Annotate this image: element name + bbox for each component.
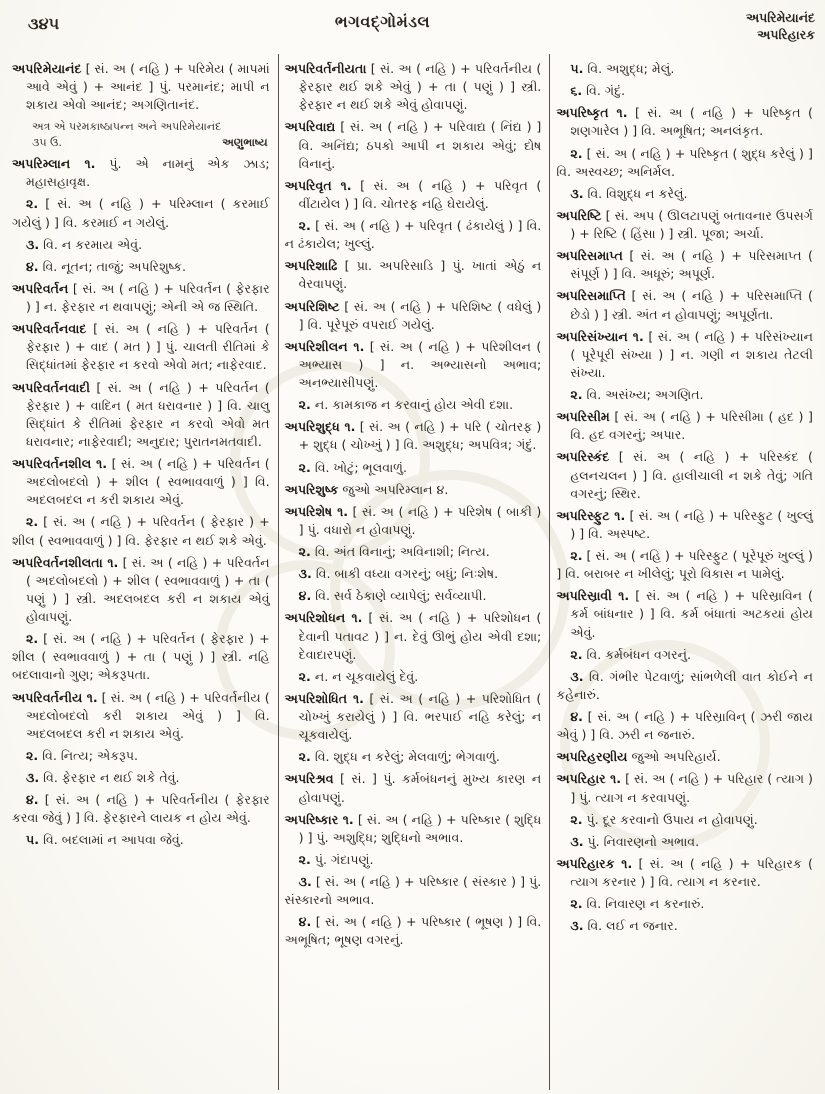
sense-number: ૨.: [570, 387, 583, 402]
dictionary-entry: અપરિવાદ્ય [ સં. અ ( નહિ ) + પરિવાદ્ય ( નિંદ્ય ) ] વિ. અનિંદ્ય; ઠપકો આપી ન શકાય એવું; દોષ વિનાનું.: [284, 119, 542, 171]
headword: અપરિસંખ્યાન ૧.: [556, 328, 644, 344]
sense-number: ૫.: [570, 61, 584, 76]
sense-line: ૨. વિ. અંત વિનાનું; અવિનાશી; નિત્ય.: [298, 544, 490, 559]
headword: અપરિશાઢિ: [284, 258, 338, 274]
dictionary-entry: અપરિસંખ્યાન ૧. [ સં. અ ( નહિ ) + પરિસંખ્યાન ( પૂરેપૂરી સંખ્યા ) ] ન. ગણી ન શકાય તેટલી સંખ્યા.: [556, 328, 813, 380]
sense-line: ૫. વિ. બદલામાં ન આપવા જેવું.: [26, 832, 184, 848]
headword: અપરિવર્તનશીલ ૧.: [12, 456, 108, 472]
headword: અપરિષ્ટિ: [556, 207, 602, 223]
headword: અપરિવર્તનીયતા: [284, 61, 367, 76]
dictionary-entry: અપરિશોધન ૧. [ સં. અ ( નહિ ) + પરિશોધન ( દેવાની પતાવટ ) ] ન. દેવું ઊભું હોય એવી દશા; દેવાદારપણું.: [284, 610, 542, 662]
headword: અપરિસ્કંદ: [556, 449, 610, 465]
citation-text: અત્ર એ પરમકાષ્ઠાપન્ન અને અપરિમેયાનંદ: [32, 120, 222, 134]
sense-number: ૨.: [298, 668, 311, 684]
dictionary-entry: અપરિશેષ ૧. [ સં. અ ( નહિ ) + પરિશેષ ( બાકી ) ] પું. વધારો ન હોવાપણું.: [284, 503, 542, 537]
sense-line: ૩. પું. નિવારણનો અભાવ.: [570, 833, 700, 849]
headword: અપરિવર્તન: [12, 280, 69, 296]
headword: અપરિશિષ્ટ: [284, 298, 340, 314]
sense-line: ૩. વિ. બાકી વધ્યા વગરનું; બધું; નિઃશેષ.: [298, 566, 499, 582]
headword: અપરિમેયાનંદ: [12, 61, 82, 76]
sense-number: ૨.: [26, 196, 39, 212]
sense-number: ૨.: [570, 811, 583, 827]
sense-line: ૨. વિ. ખોટું; ભૂલવાળું.: [298, 459, 407, 475]
dictionary-entry: અપરિશુષ્ક જુઓ અપરિમ્લાન ૪.: [284, 481, 449, 497]
sense-number: ૨.: [298, 459, 311, 475]
page-title: ભગવદ્ગોમંડલ: [334, 12, 431, 31]
sense-number: ૩.: [26, 770, 40, 786]
sense-line: ૨. પું. ગંદાપણું.: [298, 851, 374, 867]
headword: અપરિવર્તનશીલતા ૧.: [12, 554, 119, 570]
headword: અપરિશીલન ૧.: [284, 338, 365, 354]
text-columns: [6, 54, 821, 1090]
dictionary-entry: અપરિસીમ [ સં. અ ( નહિ ) + પરિસીમા ( હદ ) ] વિ. હદ વગરનું; અપાર.: [556, 409, 813, 443]
headword: અપરિવૃત ૧.: [284, 177, 352, 193]
sense-number: ૬.: [570, 83, 583, 99]
headword: અપરિહારક ૧.: [556, 855, 633, 871]
sense-line: ૨. વિ. શુદ્ધ ન કરેલું; મેલવાળું; ભેગવાળું.: [298, 749, 500, 765]
dictionary-entry: અપરિષ્કૃત ૧. [ સં. અ ( નહિ ) + પરિષ્કૃત ( શણગારેલ ) ] વિ. અભૂષિત; અનલંકૃત.: [556, 105, 813, 139]
sense-line: ૨. વિ. નિવારણ ન કરનારું.: [570, 896, 705, 912]
sense-number: ૩.: [298, 874, 312, 889]
headword: અપરિવર્તનવાદી: [12, 379, 90, 395]
sense-line: ૩. વિ. ગંભીર પેટવાળું; સાંભળેલી વાત કોઈને ન કહેનારું.: [556, 668, 813, 702]
headword: અપરિહાર ૧.: [556, 771, 622, 787]
dictionary-entry: અપરિવર્તન [ સં. અ ( નહિ ) + પરિવર્તન ( ફેરફાર ) ] ન. ફેરફાર ન થવાપણું; એની એ જ સ્થિતિ.: [12, 280, 270, 315]
sense-number: ૩.: [570, 918, 584, 934]
headword: અપરિશ્રવ: [284, 771, 334, 787]
page-number: ૩૪૫: [28, 14, 60, 33]
dictionary-entry: અપરિહાર ૧. [ સં. અ ( નહિ ) + પરિહાર ( ત્યાગ ) ] પું. ત્યાગ ન કરવાપણું.: [556, 771, 813, 805]
headword: અપરિશુષ્ક: [284, 481, 339, 497]
sense-line: ૩. વિ. ન કરમાય એવું.: [26, 236, 143, 252]
sense-number: ૨.: [570, 646, 583, 662]
sense-number: ૪.: [26, 258, 39, 274]
headword: અપરિસીમ: [556, 409, 610, 425]
sense-line: ૩. વિ. વિશુદ્ધ ન કરેલું.: [570, 185, 688, 201]
headword: અપરિસ્રાવી ૧.: [556, 588, 630, 604]
guide-words: [746, 10, 815, 44]
dictionary-entry: અપરિહરણીય જુઓ અપરિહાર્ય.: [556, 749, 721, 765]
dictionary-entry: અપરિશોધિત ૧. [ સં. અ ( નહિ ) + પરિશોધિત ( ચોખ્ખું કરાયેલું ) ] વિ. ભરપાઈ નહિ કરેલું; ન ચૂકવાયેલું.: [284, 690, 542, 743]
sense-number: ૪.: [298, 914, 312, 930]
sense-number: ૨.: [570, 548, 583, 563]
sense-number: ૨.: [298, 397, 311, 413]
sense-line: ૨. [ સં. અ ( નહિ ) + પરિમ્લાન ( કરમાઈ ગયેલું ) ] વિ. કરમાઈ ન ગયેલું.: [12, 196, 270, 230]
guide-word-top: અપરિમેયાનંદ: [745, 10, 815, 25]
dictionary-entry: અપરિવર્તનશીલતા ૧. [ સં. અ ( નહિ ) + પરિવર્તન ( અદલોબદલો ) + શીલ ( સ્વભાવવાળું ) + તા ( પણું ) ] સ્ત્રી. અદલબદલ કરી ન શકાય એવું હોવાપણું.: [12, 554, 270, 625]
sense-number: ૪.: [298, 588, 312, 604]
headword: અપરિસ્ફુટ ૧.: [556, 507, 626, 523]
headword: અપરિષ્કાર ૧.: [284, 811, 354, 827]
sense-line: ૩. [ સં. અ ( નહિ ) + પરિષ્કાર ( સંસ્કાર ) ] પું. સંસ્કારનો અભાવ.: [284, 874, 542, 908]
headword: અપરિવાદ્ય: [284, 119, 336, 135]
sense-line: ૨. [ સં. અ ( નહિ ) + પરિષ્કૃત ( શુદ્ધ કરેલું ) ] વિ. અસ્વચ્છ; અનિર્મલ.: [556, 145, 813, 179]
column-2: [278, 54, 550, 1090]
headword: અપરિસમાપ્તિ: [556, 288, 626, 304]
dictionary-entry: અપરિવૃત ૧. [ સં. અ ( નહિ ) + પરિવૃત ( વીંટાયેલ ) ] વિ. ચોતરફ નહિ ઘેરાયેલું.: [284, 177, 542, 211]
headword: અપરિહરણીય: [556, 749, 628, 765]
sense-number: ૩.: [26, 236, 40, 252]
headword: અપરિશોધન ૧.: [284, 610, 363, 626]
dictionary-entry: અપરિવર્તનીય ૧. [ સં. અ ( નહિ ) + પરિવર્તનીય ( અદલોબદલો કરી શકાય એવું ) ] વિ. અદલબદલ કરી ન શકાય એવું.: [12, 689, 270, 741]
sense-number: ૩.: [570, 833, 584, 849]
sense-line: ૨. [ સં. અ ( નહિ ) + પરિસ્ફુટ ( પૂરેપૂરું ખુલ્લું ) ] વિ. બરાબર ન ખીલેલું; પૂરો વિકાસ ન પામેલું.: [556, 548, 813, 582]
sense-number: ૩.: [298, 566, 312, 582]
sense-number: ૪.: [570, 709, 583, 724]
sense-number: ૨.: [570, 896, 583, 912]
column-1: [6, 54, 278, 1090]
sense-line: ૨. [ સં. અ ( નહિ ) + પરિવૃત ( ઢંકાયેલું ) ] વિ. ન ઢંકાયેલ; ખુલ્લું.: [284, 218, 542, 252]
sense-number: ૨.: [298, 218, 311, 233]
page-header: [0, 0, 825, 54]
sense-line: ૨. વિ. કર્મબંધન વગરનું.: [570, 646, 691, 662]
sense-line: ૨. ન. ન ચૂકવાયેલું દેવું.: [298, 668, 419, 684]
headword: અપરિષ્કૃત ૧.: [556, 105, 628, 121]
dictionary-entry: અપરિસ્ફુટ ૧. [ સં. અ ( નહિ ) + પરિસ્ફુટ ( ખુલ્લું ) ] વિ. અસ્પષ્ટ.: [556, 507, 813, 541]
sense-number: ૪.: [26, 792, 39, 808]
sense-line: ૩. વિ. ફેરફાર ન થઈ શકે તેવું.: [26, 770, 180, 786]
column-3: [549, 54, 821, 1090]
sense-line: ૪. વિ. નૂતન; તાજું; અપરિશુષ્ક.: [26, 258, 186, 274]
headword: અપરિશુદ્ધ ૧.: [284, 419, 356, 435]
sense-line: ૫. વિ. અશુદ્ધ; મેલું.: [570, 61, 675, 76]
dictionary-entry: અપરિશાઢિ [ પ્રા. અપરિસાડિ ] પું. ખાતાં એઠું ન વેરવાપણું.: [284, 258, 542, 292]
sense-number: ૫.: [26, 832, 40, 848]
dictionary-entry: અપરિહારક ૧. [ સં. અ ( નહિ ) + પરિહારક ( ત્યાગ કરનાર ) ] વિ. ત્યાગ ન કરનાર.: [556, 855, 813, 889]
sense-line: ૪. [ સં. અ ( નહિ ) + પરિષ્કાર ( ભૂષણ ) ] વિ. અભૂષિત; ભૂષણ વગરનું.: [284, 914, 542, 948]
dictionary-entry: અપરિવર્તનવાદી [ સં. અ ( નહિ ) + પરિવર્તન ( ફેરફાર ) + વાદિન ( મત ધરાવનાર ) ] વિ. ચાલુ સિદ્ધાંત કે રીતિમાં ફેરફાર ન કરવો એવો મત ધરાવનાર; નાફેરવાદી; અનુદાર; પુરાતનમતવાદી.: [12, 379, 270, 449]
citation-ref: ૩૫ ઉ.: [32, 135, 62, 149]
sense-number: ૨.: [26, 514, 39, 530]
headword: અપરિવર્તનીય ૧.: [12, 689, 98, 705]
sense-line: ૬. વિ. ગંદું.: [570, 83, 626, 99]
sense-line: ૨. ન. કામકાજ ન કરવાનું હોય એવી દશા.: [298, 397, 514, 413]
sense-line: ૪. વિ. સર્વ ઠેકાણે વ્યાપેલું; સર્વવ્યાપી.: [298, 588, 487, 604]
dictionary-entry: અપરિસ્રાવી ૧. [ સં. અ ( નહિ ) + પરિસ્રાવિન ( કર્મ બાંધનાર ) ] વિ. કર્મ બંધાતાં અટકયાં હોય એવું.: [556, 588, 813, 640]
dictionary-entry: અપરિષ્ટિ [ સં. અપ ( ઊલટાપણું બતાવનાર ઉપસર્ગ ) + રિષ્ટિ ( હિંસા ) ] સ્ત્રી. પૂજા; અર્ચા.: [556, 207, 813, 241]
sense-line: ૪. [ સં. અ ( નહિ ) + પરિવર્તનીય ( ફેરફાર કરવા જેવું ) ] વિ. ફેરફારને લાયક ન હોય એવું.: [12, 792, 270, 826]
dictionary-entry: અપરિવર્તનશીલ ૧. [ સં. અ ( નહિ ) + પરિવર્તન ( અદલોબદલો ) + શીલ ( સ્વભાવવાળું ) ] વિ. અદલબદલ ન કરી શકાય એવું.: [12, 456, 270, 508]
dictionary-entry: અપરિશીલન ૧. [ સં. અ ( નહિ ) + પરિશીલન ( અભ્યાસ ) ] ન. અભ્યાસનો અભાવ; અનભ્યાસીપણું.: [284, 338, 542, 390]
sense-line: ૨. પું. દૂર કરવાનો ઉપાય ન હોવાપણું.: [570, 811, 758, 827]
dictionary-entry: અપરિશુદ્ધ ૧. [ સં. અ ( નહિ ) + પરિ ( ચોતરફ ) + શુદ્ધ ( ચોખ્ખું ) ] વિ. અશુદ્ધ; અપવિત્ર; ગંદું.: [284, 419, 542, 453]
sense-number: ૩.: [570, 668, 584, 684]
sense-line: ૪. [ સં. અ ( નહિ ) + પરિસ્રાવિન્ ( ઝરી જાય એવું ) ] વિ. ઝરી ન જનારું.: [556, 709, 813, 743]
dictionary-entry: અપરિસમાપ્ત [ સં. અ ( નહિ ) + પરિસમાપ્ત ( સંપૂર્ણ ) ] વિ. અધૂરું; અપૂર્ણ.: [556, 248, 813, 282]
dictionary-entry: અપરિવર્તનીયતા [ સં. અ ( નહિ ) + પરિવર્તનીય ( ફેરફાર થઈ શકે એવું ) + તા ( પણું ) ] સ્ત્રી. ફેરફાર ન થઈ શકે એવું હોવાપણું.: [284, 61, 542, 113]
sense-number: ૨.: [298, 544, 311, 559]
dictionary-entry: અપરિષ્કાર ૧. [ સં. અ ( નહિ ) + પરિષ્કાર ( શુદ્ધિ ) ] પું. અશુદ્ધિ; શુદ્ધિનો અભાવ.: [284, 811, 542, 845]
sense-number: ૨.: [26, 747, 39, 763]
dictionary-entry: અપરિશ્રવ [ સં. ] પું. કર્મબંધનનું મુખ્ય કારણ ન હોવાપણું.: [284, 771, 542, 805]
sense-number: ૨.: [298, 851, 311, 867]
guide-word-bottom: અપરિહારક: [757, 26, 815, 42]
dictionary-entry: અપરિસમાપ્તિ [ સં. અ ( નહિ ) + પરિસમાપ્તિ ( છેડો ) ] સ્ત્રી. અંત ન હોવાપણું; અપૂર્ણતા.: [556, 288, 813, 322]
headword: અપરિવર્તનવાદ: [12, 321, 87, 337]
dictionary-entry: અપરિમ્લાન ૧. પું. એ નામનું એક ઝાડ; મહાસહાવૃક્ષ.: [12, 156, 270, 190]
headword: અપરિમ્લાન ૧.: [12, 156, 96, 172]
dictionary-entry: અપરિસ્કંદ [ સં. અ ( નહિ ) + પરિસ્કંદ ( હલનચલન ) ] વિ. હાલીચાલી ન શકે તેવું; ગતિ વગરનું; સ્થિર.: [556, 449, 813, 501]
sense-number: ૩.: [570, 185, 584, 201]
dictionary-entry: અપરિવર્તનવાદ [ સં. અ ( નહિ ) + પરિવર્તન ( ફેરફાર ) + વાદ ( મત ) ] પું. ચાલતી રીતિમાં કે સિદ્ધાંતમાં ફેરફાર ન કરવો એવો મત; નાફેરવાદ.: [12, 321, 270, 373]
sense-number: ૨.: [570, 145, 583, 161]
sense-number: ૨.: [26, 631, 39, 647]
citation-source: અણુભાષ્ય: [222, 135, 268, 149]
headword: અપરિસમાપ્ત: [556, 248, 623, 264]
sense-number: ૨.: [298, 749, 311, 765]
sense-line: ૨. વિ. નિત્ય; એકરૂપ.: [26, 747, 138, 763]
headword: અપરિશોધિત ૧.: [284, 690, 364, 706]
dictionary-entry: અપરિશિષ્ટ [ સં. અ ( નહિ ) + પરિશિષ્ટ ( વધેલું ) ] વિ. પૂરેપૂરું વપરાઈ ગયેલું.: [284, 298, 542, 332]
sense-line: ૨. વિ. અસંખ્ય; અગણિત.: [570, 387, 704, 402]
headword: અપરિશેષ ૧.: [284, 503, 349, 519]
sense-line: ૨. [ સં. અ ( નહિ ) + પરિવર્તન ( ફેરફાર ) + શીલ ( સ્વભાવવાળું ) ] વિ. ફેરફાર ન થઈ શકે એવું.: [12, 514, 270, 548]
dictionary-entry: અપરિમેયાનંદ [ સં. અ ( નહિ ) + પરિમેય ( માપમાં આવે એવું ) + આનંદ ] પું. પરમાનંદ; માપી ન શકાય એવો આનંદ; અગણિતાનંદ.: [12, 61, 270, 113]
sense-line: ૨. [ સં. અ ( નહિ ) + પરિવર્તન ( ફેરફાર ) + શીલ ( સ્વભાવવાળું ) + તા ( પણું ) ] સ્ત્રી. નહિ બદલાવાનો ગુણ; એકરૂપતા.: [12, 631, 270, 683]
citation-block: [32, 119, 268, 150]
sense-line: ૩. વિ. લઈ ન જનાર.: [570, 918, 678, 934]
